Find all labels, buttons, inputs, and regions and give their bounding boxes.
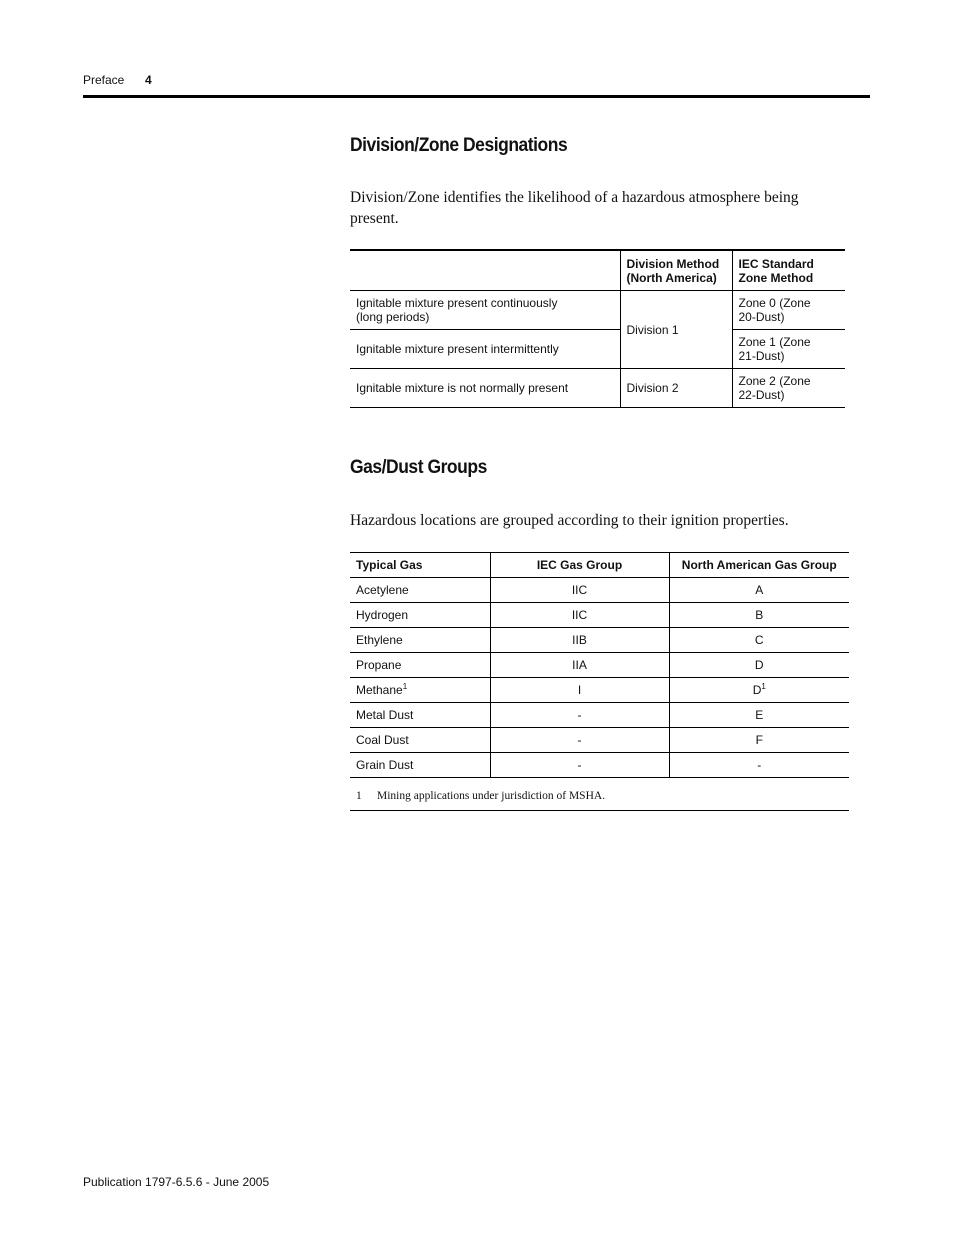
table-row xyxy=(350,678,849,703)
division-zone-intro: Division/Zone identifies the likelihood of a hazardous atmosphere being present. xyxy=(350,189,799,227)
condition-header xyxy=(350,250,620,291)
footnote-marker: 1 xyxy=(761,682,766,691)
gas-name-text: Methane xyxy=(356,683,403,697)
iec-group-cell: IIC xyxy=(490,578,669,603)
table-row xyxy=(350,578,849,603)
table-row xyxy=(350,703,849,728)
zone-cell: Zone 0 (Zone 20-Dust) xyxy=(732,291,845,330)
na-group-cell: A xyxy=(669,578,849,603)
condition-cell: Ignitable mixture present continuously (long periods) xyxy=(350,291,620,330)
table-row xyxy=(350,628,849,653)
iec-group-cell: - xyxy=(490,753,669,778)
division-zone-heading: Division/Zone Designations xyxy=(350,135,568,156)
na-group-cell: E xyxy=(669,703,849,728)
north-american-gas-group-header: North American Gas Group xyxy=(669,553,849,578)
gas-name-cell: Ethylene xyxy=(350,628,490,653)
table-row xyxy=(350,603,849,628)
na-group-cell xyxy=(669,678,849,703)
division-cell: Division 2 xyxy=(620,369,732,408)
division-method-header: Division Method (North America) xyxy=(620,250,732,291)
iec-group-cell: IIC xyxy=(490,603,669,628)
iec-group-cell: - xyxy=(490,703,669,728)
gas-name-cell: Acetylene xyxy=(350,578,490,603)
footnote-number: 1 xyxy=(356,790,362,802)
table-row xyxy=(350,653,849,678)
na-group-cell: C xyxy=(669,628,849,653)
table-row xyxy=(350,753,849,778)
na-group-cell: D xyxy=(669,653,849,678)
na-group-cell: - xyxy=(669,753,849,778)
iec-group-cell: - xyxy=(490,728,669,753)
table-footnote xyxy=(356,790,605,802)
gas-name-cell: Metal Dust xyxy=(350,703,490,728)
table-header-row xyxy=(350,553,849,578)
table-row xyxy=(350,369,845,408)
na-group-cell: B xyxy=(669,603,849,628)
footnote-rule xyxy=(350,810,849,811)
iec-group-cell: IIA xyxy=(490,653,669,678)
footnote-marker: 1 xyxy=(402,682,408,691)
footnote-text: Mining applications under jurisdiction of MSHA. xyxy=(377,790,606,802)
gas-group-table xyxy=(350,552,849,778)
zone-method-header: IEC Standard Zone Method xyxy=(732,250,845,291)
condition-cell: Ignitable mixture is not normally present xyxy=(350,369,620,408)
condition-cell: Ignitable mixture present intermittently xyxy=(350,330,620,369)
table-header-row xyxy=(350,250,845,291)
zone-cell: Zone 1 (Zone 21-Dust) xyxy=(732,330,845,369)
gas-name-cell: Grain Dust xyxy=(356,758,414,772)
division-1-cell: Division 1 xyxy=(620,291,732,369)
header-rule xyxy=(83,95,870,98)
gas-name-cell: Propane xyxy=(350,653,490,678)
iec-group-cell: IIB xyxy=(490,628,669,653)
table-row xyxy=(350,291,845,330)
table-row xyxy=(350,728,849,753)
gas-name-cell: Hydrogen xyxy=(350,603,490,628)
iec-gas-group-header: IEC Gas Group xyxy=(490,553,669,578)
gas-name-cell: Coal Dust xyxy=(350,728,490,753)
header-section-label: Preface xyxy=(83,73,125,87)
table-row xyxy=(350,330,845,369)
gas-dust-heading: Gas/Dust Groups xyxy=(350,457,487,478)
header-page-number: 4 xyxy=(145,73,152,87)
na-group-cell: F xyxy=(669,728,849,753)
publication-footer: Publication 1797-6.5.6 - June 2005 xyxy=(83,1175,270,1189)
iec-group-cell: I xyxy=(490,678,669,703)
zone-cell: Zone 2 (Zone 22-Dust) xyxy=(732,369,845,408)
division-zone-table xyxy=(350,249,845,408)
gas-dust-intro: Hazardous locations are grouped according to their ignition properties. xyxy=(350,512,789,529)
na-group-text: D xyxy=(752,683,762,697)
typical-gas-header: Typical Gas xyxy=(350,553,490,578)
gas-name-cell xyxy=(350,678,490,703)
